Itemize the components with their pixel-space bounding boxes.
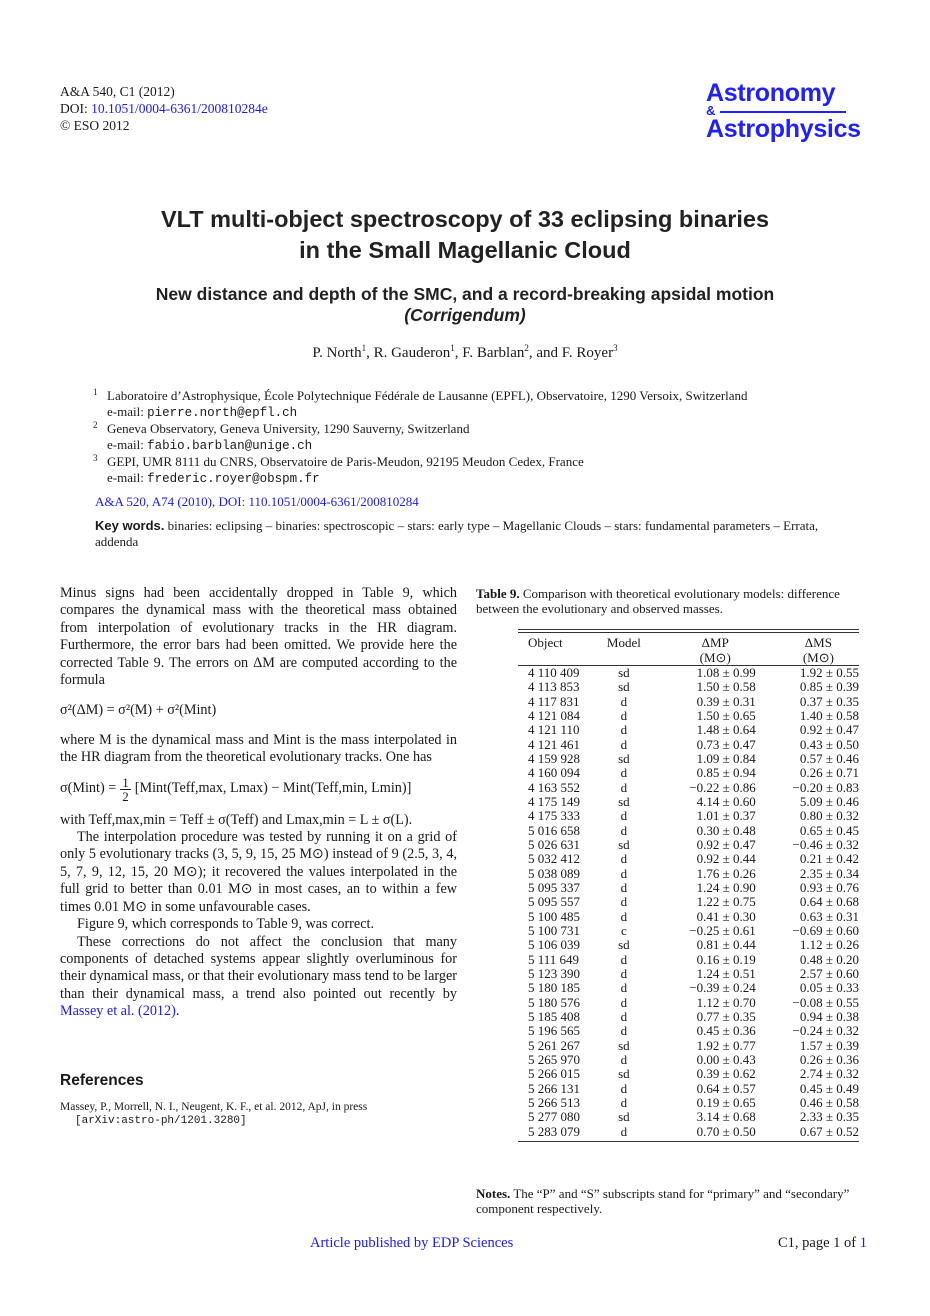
cell-delta-mp: 1.92 ± 0.77	[696, 1037, 756, 1053]
cell-model: d	[620, 980, 628, 996]
equation-1: σ²(ΔM) = σ²(M) + σ²(Mint)	[60, 702, 217, 719]
table-row	[518, 766, 859, 780]
table-row	[518, 953, 859, 967]
cell-model: d	[620, 1123, 628, 1139]
table-row	[518, 895, 859, 909]
cell-delta-mp: 0.45 ± 0.36	[696, 1023, 756, 1039]
table-row	[518, 1039, 859, 1053]
cell-delta-ms: 5.09 ± 0.46	[799, 793, 859, 809]
paragraph-1: Minus signs had been accidentally dropped in Table 9, which compares the dynamical mass with the theoretical mass obtained from interpolation of evolutionary tracks in the HR diagram. Furthermore, the error bars had been omitted. We provide here the corrected Table 9. The errors on ΔM are computed according to the formula	[60, 585, 457, 689]
cell-model: d	[620, 707, 628, 723]
doi-line	[60, 100, 268, 117]
cell-object: 5 026 631	[528, 836, 580, 852]
paper-title	[0, 204, 930, 266]
author-affiliation-marker: 1	[450, 343, 455, 353]
cell-object: 4 159 928	[528, 750, 580, 766]
delta-mp-label: ΔMP	[701, 635, 729, 650]
cell-object: 5 123 390	[528, 965, 580, 981]
table-row	[518, 996, 859, 1010]
paragraph-2: where M is the dynamical mass and Mint is the mass interpolated in the HR diagram from the theoretical evolutionary tracks. One has	[60, 731, 457, 766]
cell-delta-mp: 1.50 ± 0.58	[696, 679, 756, 695]
cell-model: sd	[618, 1037, 630, 1053]
cell-model: sd	[618, 836, 630, 852]
cell-model: d	[620, 822, 628, 838]
cell-delta-mp: −0.39 ± 0.24	[689, 980, 756, 996]
table-row	[518, 867, 859, 881]
cell-object: 4 163 552	[528, 779, 580, 795]
equation-2	[60, 776, 457, 803]
cell-delta-mp: 1.48 ± 0.64	[696, 722, 756, 738]
cell-delta-ms: 0.26 ± 0.71	[799, 765, 859, 781]
logo-amp-glyph: &	[706, 103, 716, 118]
cell-delta-ms: 0.67 ± 0.52	[799, 1123, 859, 1139]
author: R. Gauderon	[373, 345, 451, 361]
cell-object: 5 261 267	[528, 1037, 580, 1053]
table-row	[518, 981, 859, 995]
affiliation-number: 2	[93, 420, 98, 431]
cell-delta-ms: 2.35 ± 0.34	[799, 865, 859, 881]
author: F. Barblan	[462, 345, 525, 361]
cell-model: sd	[618, 1066, 630, 1082]
author: F. Royer	[561, 345, 614, 361]
cell-delta-ms: 0.43 ± 0.50	[799, 736, 859, 752]
cell-delta-ms: 2.57 ± 0.60	[799, 965, 859, 981]
cell-object: 4 175 333	[528, 808, 580, 824]
cell-object: 5 185 408	[528, 1008, 580, 1024]
cell-object: 4 121 461	[528, 736, 580, 752]
cell-object: 5 111 649	[528, 951, 580, 967]
cell-model: d	[620, 722, 628, 738]
cell-object: 5 180 576	[528, 994, 580, 1010]
cell-delta-ms: 0.92 ± 0.47	[799, 722, 859, 738]
cell-model: d	[620, 865, 628, 881]
cell-delta-ms: 2.74 ± 0.32	[799, 1066, 859, 1082]
cell-delta-ms: −0.69 ± 0.60	[792, 922, 859, 938]
cell-model: d	[620, 908, 628, 924]
cell-delta-mp: 1.24 ± 0.51	[696, 965, 756, 981]
author-separator: , and	[528, 345, 562, 361]
cell-delta-ms: 0.65 ± 0.45	[799, 822, 859, 838]
reference-arxiv: [arXiv:astro-ph/1201.3280]	[75, 1114, 247, 1127]
reference-list	[60, 1101, 460, 1128]
table-header-row	[518, 633, 859, 665]
delta-mp-unit: (M⊙)	[699, 649, 731, 665]
cell-model: d	[620, 851, 628, 867]
paragraph-5: Figure 9, which corresponds to Table 9, was correct.	[77, 916, 374, 933]
table-notes-label: Notes.	[476, 1186, 511, 1201]
fraction-numerator: 1	[122, 774, 129, 790]
table-row	[518, 666, 859, 680]
cell-delta-ms: 0.45 ± 0.49	[799, 1080, 859, 1096]
cell-object: 5 100 485	[528, 908, 580, 924]
cell-object: 4 160 094	[528, 765, 580, 781]
cell-object: 5 266 131	[528, 1080, 580, 1096]
cell-model: d	[620, 693, 628, 709]
cell-delta-ms: 1.12 ± 0.26	[799, 937, 859, 953]
paragraph-4: The interpolation procedure was tested by running it on a grid of only 5 evolutionary tracks (3, 5, 9, 15, 25 M⊙) instead of 9 (2.5, 3, 4, 5, 7, 9, 12, 15, 20 M⊙); it recovered the values interpolated in the full grid to better than 0.01 M⊙ in most cases, an to within a few times 0.01 M⊙ in some unfavourable cases.	[60, 829, 457, 915]
author-separator: ,	[366, 345, 374, 361]
delta-ms-label: ΔMS	[804, 635, 832, 650]
paragraph-3: with Teff,max,min = Teff ± σ(Teff) and Lmax,min = L ± σ(L).	[60, 811, 413, 828]
affiliations	[95, 388, 855, 488]
cell-object: 5 095 557	[528, 894, 580, 910]
paragraph-6-end: .	[175, 1003, 180, 1020]
cell-model: sd	[618, 750, 630, 766]
cell-model: d	[620, 779, 628, 795]
delta-ms-unit: (M⊙)	[802, 649, 834, 665]
table-row	[518, 924, 859, 938]
affiliation-email-line	[107, 404, 855, 422]
cell-model: sd	[618, 793, 630, 809]
table-row	[518, 910, 859, 924]
cell-model: d	[620, 994, 628, 1010]
title-line-2: in the Small Magellanic Cloud	[299, 237, 631, 263]
cell-object: 5 283 079	[528, 1123, 580, 1139]
cell-delta-ms: 0.21 ± 0.42	[799, 851, 859, 867]
journal-metadata	[60, 83, 268, 134]
email-address[interactable]: fabio.barblan@unige.ch	[147, 438, 313, 453]
keywords	[95, 518, 855, 550]
reference-text: Massey, P., Morrell, N. I., Neugent, K. F., et al. 2012, ApJ, in press	[60, 1101, 368, 1113]
cell-delta-ms: −0.08 ± 0.55	[792, 994, 859, 1010]
keywords-text: binaries: eclipsing – binaries: spectroscopic – stars: early type – Magellanic Clouds – stars: fundamental parameters – Errata, addenda	[95, 518, 819, 549]
title-line-1: VLT multi-object spectroscopy of 33 eclipsing binaries	[160, 206, 770, 232]
email-address[interactable]: frederic.royer@obspm.fr	[147, 471, 320, 486]
cell-delta-mp: 1.22 ± 0.75	[696, 894, 756, 910]
affiliation-number: 1	[93, 387, 98, 397]
cell-object: 4 121 084	[528, 707, 580, 723]
cell-model: sd	[618, 679, 630, 695]
cell-model: sd	[618, 665, 630, 680]
table-row	[518, 881, 859, 895]
cell-delta-ms: 0.94 ± 0.38	[799, 1008, 859, 1024]
cell-model: d	[620, 1008, 628, 1024]
cell-delta-mp: 0.64 ± 0.57	[696, 1080, 756, 1096]
paragraph-6-text: These corrections do not affect the conclusion that many components of detached systems appear slightly overluminous for their dynamical mass, or that their evolutionary mass tend to be larger than their dynamical mass, a trend also pointed out recently by	[60, 933, 457, 1002]
cell-object: 5 032 412	[528, 851, 580, 867]
cell-delta-mp: 1.08 ± 0.99	[696, 665, 756, 680]
affiliation-text: Geneva Observatory, Geneva University, 1290 Sauverny, Switzerland	[107, 421, 470, 437]
fraction-denominator: 2	[122, 788, 129, 804]
cell-delta-ms: 2.33 ± 0.35	[799, 1109, 859, 1125]
cell-delta-ms: 0.64 ± 0.68	[799, 894, 859, 910]
cell-delta-ms: 0.63 ± 0.31	[799, 908, 859, 924]
affiliation-email-line	[107, 437, 855, 455]
cell-delta-mp: 0.30 ± 0.48	[696, 822, 756, 838]
email-label: e-mail:	[107, 403, 148, 419]
table-notes	[476, 1186, 874, 1217]
table-row	[518, 1125, 859, 1139]
cell-delta-ms: 0.93 ± 0.76	[799, 879, 859, 895]
table-row	[518, 824, 859, 838]
table-bottom-rule	[518, 1141, 859, 1142]
affiliation-item	[95, 388, 855, 421]
cell-delta-mp: 1.12 ± 0.70	[696, 994, 756, 1010]
cell-delta-ms: 0.46 ± 0.58	[799, 1094, 859, 1110]
author-affiliation-marker: 2	[524, 343, 529, 353]
table-caption-label: Table 9.	[476, 586, 520, 601]
cell-delta-ms: 1.40 ± 0.58	[799, 707, 859, 723]
table-row	[518, 1110, 859, 1124]
cell-object: 5 095 337	[528, 879, 580, 895]
cell-object: 5 265 970	[528, 1051, 580, 1067]
cell-object: 5 016 658	[528, 822, 580, 838]
cell-object: 4 110 409	[528, 665, 580, 680]
table-row	[518, 1082, 859, 1096]
author-affiliation-marker: 3	[613, 343, 618, 353]
cell-model: c	[621, 922, 627, 938]
table-row	[518, 723, 859, 737]
logo-rule	[720, 111, 846, 113]
affiliation-email-line	[107, 470, 855, 488]
cell-delta-mp: 0.16 ± 0.19	[696, 951, 756, 967]
cell-delta-mp: 1.24 ± 0.90	[696, 879, 756, 895]
email-label: e-mail:	[107, 436, 148, 452]
cell-model: sd	[618, 937, 630, 953]
table-row	[518, 738, 859, 752]
body-text	[60, 585, 457, 1021]
cell-delta-mp: 0.00 ± 0.43	[696, 1051, 756, 1067]
paper-subtitle	[0, 284, 930, 326]
affiliation-item	[95, 421, 855, 454]
cell-delta-mp: 0.92 ± 0.47	[696, 836, 756, 852]
table-row	[518, 838, 859, 852]
cell-delta-ms: 0.57 ± 0.46	[799, 750, 859, 766]
cell-object: 4 175 149	[528, 793, 580, 809]
cell-model: d	[620, 965, 628, 981]
page-indicator-text: C1, page 1 of	[778, 1235, 860, 1251]
col-header-object: Object	[528, 635, 563, 650]
cell-object: 5 196 565	[528, 1023, 580, 1039]
logo-ampersand	[706, 103, 861, 118]
equation-2-rhs: [Mint(Teff,max, Lmax) − Mint(Teff,min, Lmin)]	[134, 780, 412, 797]
email-address[interactable]: pierre.north@epfl.ch	[147, 405, 298, 420]
cell-delta-ms: 0.85 ± 0.39	[799, 679, 859, 695]
cell-delta-mp: 1.09 ± 0.84	[696, 750, 756, 766]
cell-delta-mp: 0.39 ± 0.31	[696, 693, 756, 709]
table-row	[518, 695, 859, 709]
paragraph-6	[60, 934, 457, 1021]
table-row	[518, 809, 859, 823]
cell-delta-mp: 0.77 ± 0.35	[696, 1008, 756, 1024]
cell-model: d	[620, 808, 628, 824]
cell-object: 5 266 015	[528, 1066, 580, 1082]
table-row	[518, 795, 859, 809]
table-row	[518, 1067, 859, 1081]
reference-item	[60, 1101, 460, 1128]
page-indicator	[778, 1235, 867, 1252]
cell-model: sd	[618, 1109, 630, 1125]
author-affiliation-marker: 1	[361, 343, 367, 353]
cell-model: d	[620, 894, 628, 910]
cell-delta-mp: 0.39 ± 0.62	[696, 1066, 756, 1082]
cell-model: d	[620, 1080, 628, 1096]
cell-delta-ms: 0.26 ± 0.36	[799, 1051, 859, 1067]
cell-model: d	[620, 879, 628, 895]
table-row	[518, 752, 859, 766]
cell-model: d	[620, 1023, 628, 1039]
col-header-model: Model	[606, 635, 641, 650]
table-row	[518, 938, 859, 952]
cell-delta-mp: −0.25 ± 0.61	[689, 922, 756, 938]
table-row	[518, 709, 859, 723]
massey-citation-link[interactable]: Massey et al.	[60, 1003, 135, 1020]
cell-delta-mp: 0.85 ± 0.94	[696, 765, 756, 781]
cell-object: 5 180 185	[528, 980, 580, 996]
massey-year-link[interactable]: (2012)	[138, 1003, 176, 1020]
cell-model: d	[620, 1051, 628, 1067]
cell-object: 5 100 731	[528, 922, 580, 938]
table-row	[518, 781, 859, 795]
affiliation-text: Laboratoire d’Astrophysique, École Polytechnique Fédérale de Lausanne (EPFL), Observatoire, 1290 Versoix, Switzerland	[107, 388, 748, 403]
cell-delta-ms: −0.46 ± 0.32	[792, 836, 859, 852]
cell-delta-mp: 3.14 ± 0.68	[696, 1109, 756, 1125]
cell-delta-mp: 0.92 ± 0.44	[696, 851, 756, 867]
logo-line-astronomy: Astronomy	[706, 79, 836, 107]
cell-delta-mp: 4.14 ± 0.60	[696, 793, 756, 809]
equation-2-lhs: σ(Mint) =	[60, 780, 117, 797]
table-row	[518, 852, 859, 866]
author-separator: ,	[454, 345, 463, 361]
table-caption	[476, 586, 874, 617]
references-heading: References	[60, 1072, 144, 1089]
affiliation-text: GEPI, UMR 8111 du CNRS, Observatoire de Paris-Meudon, 92195 Meudon Cedex, France	[107, 454, 584, 470]
cell-model: d	[620, 951, 628, 967]
cell-delta-mp: −0.22 ± 0.86	[689, 779, 756, 795]
table-9	[518, 629, 859, 1142]
table-row	[518, 1010, 859, 1024]
cell-object: 5 106 039	[528, 937, 580, 953]
logo-line-astrophysics: Astrophysics	[706, 115, 861, 143]
cell-delta-ms: 1.92 ± 0.55	[799, 665, 859, 680]
keywords-label: Key words.	[95, 518, 165, 533]
fraction-half	[120, 776, 131, 803]
email-label: e-mail:	[107, 469, 148, 485]
cell-model: d	[620, 765, 628, 781]
col-header-delta-ms	[756, 633, 859, 665]
affiliation-number: 3	[93, 453, 98, 464]
table-row	[518, 967, 859, 981]
cell-model: d	[620, 736, 628, 752]
cell-delta-ms: 0.48 ± 0.20	[799, 951, 859, 967]
cell-delta-mp: 0.19 ± 0.65	[696, 1094, 756, 1110]
col-header-delta-mp	[655, 633, 756, 665]
cell-delta-ms: −0.20 ± 0.83	[792, 779, 859, 795]
publisher-link[interactable]: Article published by EDP Sciences	[310, 1235, 514, 1251]
copyright: © ESO 2012	[60, 118, 130, 133]
cell-object: 4 121 110	[528, 722, 580, 738]
comparison-table	[518, 633, 859, 1139]
cell-object: 4 113 853	[528, 679, 580, 695]
cell-object: 4 117 831	[528, 693, 580, 709]
last-page-link[interactable]: 1	[859, 1235, 867, 1251]
table-row	[518, 1096, 859, 1110]
cell-object: 5 038 089	[528, 865, 580, 881]
cell-delta-mp: 0.73 ± 0.47	[696, 736, 756, 752]
cell-delta-mp: 1.50 ± 0.65	[696, 707, 756, 723]
cell-delta-ms: 0.37 ± 0.35	[799, 693, 859, 709]
original-article-link[interactable]: A&A 520, A74 (2010), DOI: 110.1051/0004-6361/200810284	[95, 494, 419, 509]
table-row	[518, 680, 859, 694]
author: P. North	[312, 345, 362, 361]
cell-delta-mp: 0.41 ± 0.30	[696, 908, 756, 924]
citation: A&A 540, C1 (2012)	[60, 84, 175, 99]
doi-label: DOI:	[60, 101, 88, 116]
cell-delta-ms: −0.24 ± 0.32	[792, 1023, 859, 1039]
cell-object: 5 266 513	[528, 1094, 580, 1110]
cell-delta-mp: 1.76 ± 0.26	[696, 865, 756, 881]
cell-delta-mp: 0.70 ± 0.50	[696, 1123, 756, 1139]
journal-logo	[706, 80, 861, 142]
cell-delta-ms: 0.80 ± 0.32	[799, 808, 859, 824]
table-row	[518, 1024, 859, 1038]
cell-delta-mp: 1.01 ± 0.37	[696, 808, 756, 824]
table-notes-text: The “P” and “S” subscripts stand for “primary” and “secondary” component respectively.	[476, 1186, 850, 1217]
table-caption-text: Comparison with theoretical evolutionary models: difference between the evolutionary and observed masses.	[476, 586, 840, 617]
cell-delta-ms: 0.05 ± 0.33	[799, 980, 859, 996]
author-list	[0, 344, 930, 362]
cell-delta-ms: 1.57 ± 0.39	[799, 1037, 859, 1053]
cell-model: d	[620, 1094, 628, 1110]
table-row	[518, 1053, 859, 1067]
doi-link[interactable]: 10.1051/0004-6361/200810284e	[91, 101, 268, 116]
cell-delta-mp: 0.81 ± 0.44	[696, 937, 756, 953]
subtitle-corrigendum: (Corrigendum)	[404, 305, 526, 325]
cell-object: 5 277 080	[528, 1109, 580, 1125]
subtitle-line-1: New distance and depth of the SMC, and a record-breaking apsidal motion	[155, 284, 775, 304]
affiliation-item	[95, 454, 855, 487]
